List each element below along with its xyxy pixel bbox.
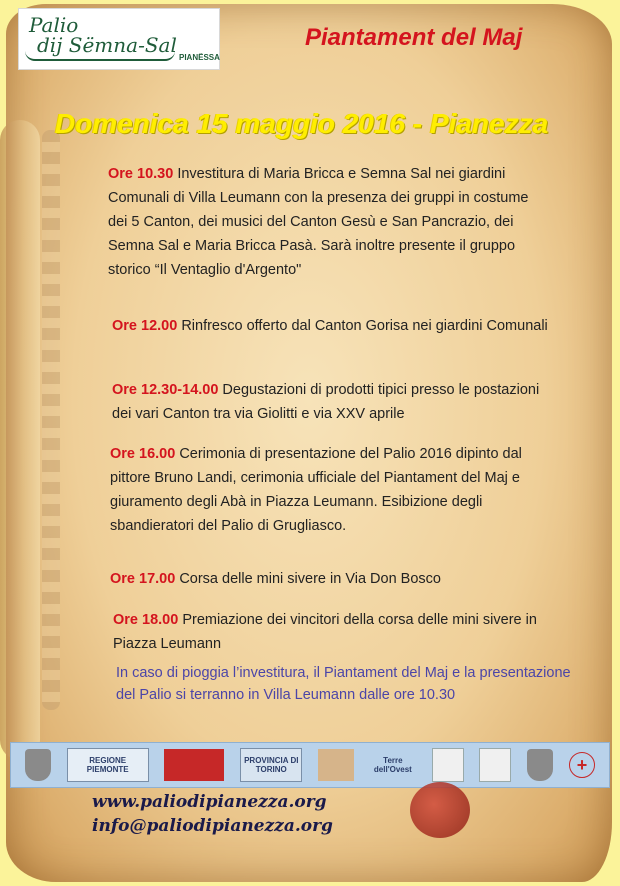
decorative-border [42, 130, 60, 710]
event-text: Rinfresco offerto dal Canton Gorisa nei giardini Comunali [181, 318, 548, 334]
event-text: Investitura di Maria Bricca e Semna Sal nei giardini Comunali di Villa Leumann con la presenza dei gruppi in costume dei 5 Canton, dei musici del Canton Gesù e San Pancrazio, dei Semna Sal e Maria Bricca Pasà. Sarà inoltre presente il gruppo storico “Il Ventaglio d'Argento" [108, 166, 529, 278]
event-time: Ore 16.00 [110, 446, 176, 462]
event-time: Ore 17.00 [110, 571, 176, 587]
provincia-torino-logo: PROVINCIA DI TORINO [240, 748, 302, 782]
logo-line1: Palio [29, 13, 79, 37]
event-item [112, 314, 552, 338]
regione-piemonte-logo: REGIONE PIEMONTE [67, 748, 149, 782]
logo-line2: dij Sëmna-Sal [37, 33, 177, 57]
logo-sub: PIANËSSA [179, 53, 220, 62]
event-text: Degustazioni di prodotti tipici presso le postazioni dei vari Canton tra via Giolitti e via XXV aprile [112, 382, 540, 422]
event-text: Cerimonia di presentazione del Palio 2016 dipinto dal pittore Bruno Landi, cerimonia ufficiale del Piantament del Maj e giuramento degli Abà in Piazza Leumann. Esibizione degli sbandieratori del Palio di Grugliasco. [110, 446, 522, 534]
website-link[interactable]: www.paliodipianezza.org [92, 792, 327, 812]
sponsor-logo [318, 749, 354, 781]
event-time: Ore 10.30 [108, 166, 174, 182]
event-item [113, 608, 553, 656]
town-crest-icon [25, 749, 51, 781]
page-title: Piantament del Maj [305, 24, 523, 51]
event-item [112, 378, 552, 426]
event-text: Premiazione dei vincitori della corsa delle mini sivere in Piazza Leumann [113, 612, 537, 652]
event-time: Ore 18.00 [113, 612, 179, 628]
event-item [110, 567, 550, 591]
email-link[interactable]: info@paliodipianezza.org [92, 816, 333, 836]
palio-logo [18, 8, 220, 70]
sponsor-logo [164, 749, 224, 781]
red-cross-icon: + [569, 752, 595, 778]
event-text: Corsa delle mini sivere in Via Don Bosco [179, 571, 441, 587]
sponsor-logo [479, 748, 511, 782]
page-subtitle: Domenica 15 maggio 2016 - Pianezza [55, 108, 549, 139]
wax-seal-icon [410, 782, 470, 838]
sponsor-bar [10, 742, 610, 788]
event-item [110, 442, 550, 538]
event-item [108, 162, 548, 282]
rain-note: In caso di pioggia l’investitura, il Piantament del Maj e la presentazione del Palio si terranno in Villa Leumann dalle ore 10.30 [116, 665, 571, 703]
parchment-roll [0, 120, 40, 760]
association-crest-icon [527, 749, 553, 781]
event-time: Ore 12.00 [112, 318, 178, 334]
event-time: Ore 12.30-14.00 [112, 382, 219, 398]
logo-swoosh [25, 51, 175, 61]
sponsor-logo [432, 748, 464, 782]
terre-ovest-logo: Terre dell'Ovest [373, 756, 412, 774]
